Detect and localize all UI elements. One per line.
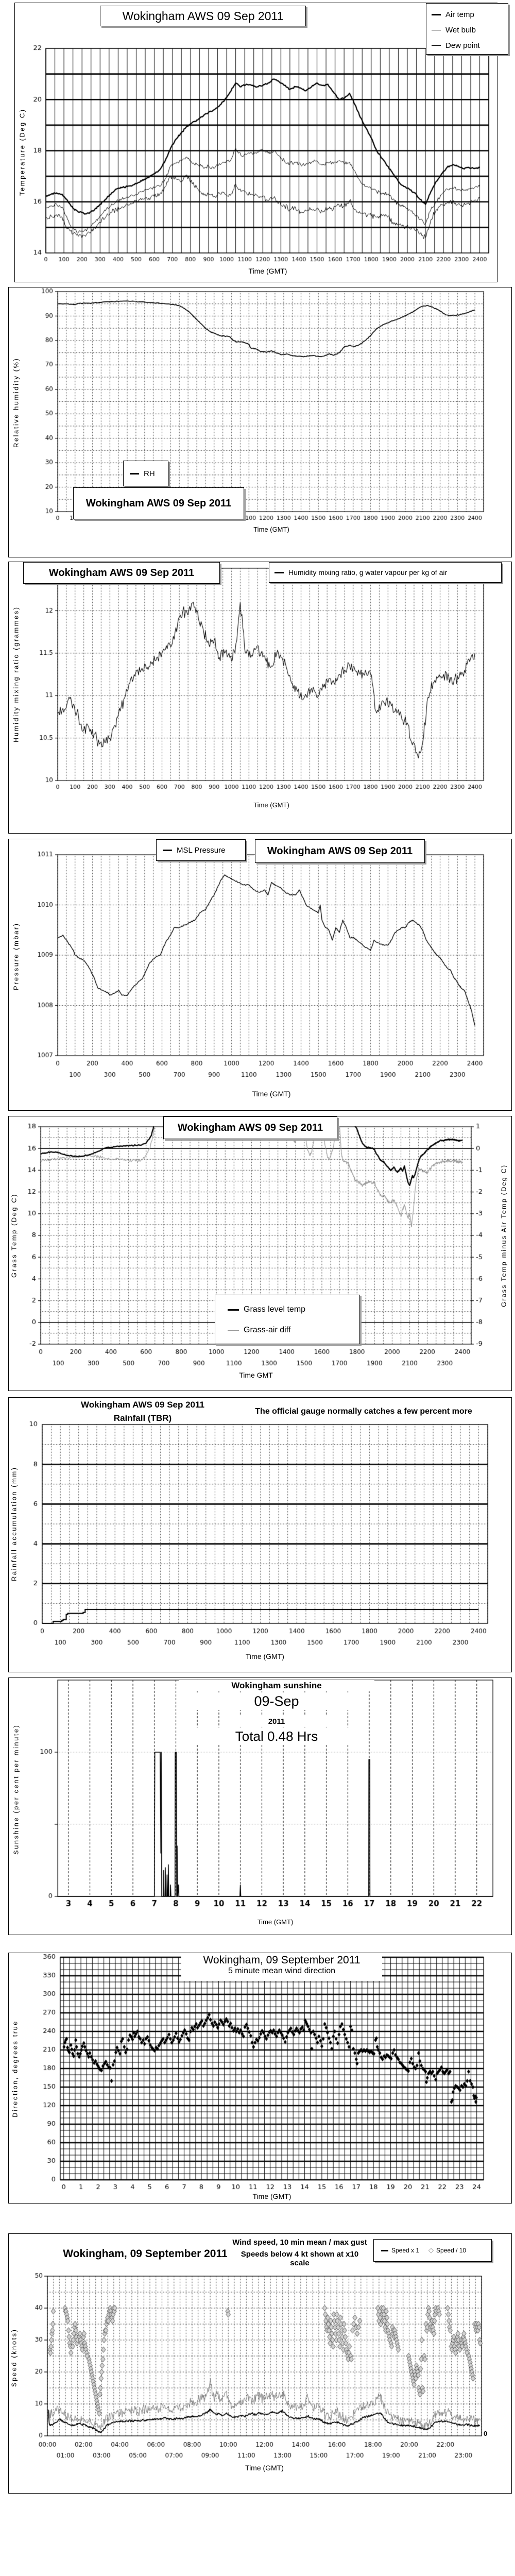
dew-point-line-icon [432, 45, 441, 46]
mixing-ratio-y-axis-label: Humidity mixing ratio (grammes) [12, 606, 20, 743]
legend-air-temp: Air temp [445, 10, 474, 19]
wind-direction-chart-canvas [9, 1953, 511, 2203]
humidity-y-axis-label: Relative humidity (%) [12, 357, 20, 448]
panel-wind-direction [8, 1953, 512, 2204]
legend-rh: RH [144, 469, 155, 478]
panel-temperature [14, 3, 497, 282]
sunshine-x-axis-label: Time (GMT) [257, 1918, 294, 1926]
rh-line-icon [130, 473, 139, 474]
panel-sunshine [8, 1677, 512, 1935]
temperature-x-axis-label: Time (GMT) [248, 267, 287, 275]
panel-rainfall [8, 1397, 512, 1672]
panel-wind-speed [8, 2233, 512, 2494]
grass-air-diff-line-icon [228, 1330, 239, 1331]
sunshine-date: 09-Sep [194, 1692, 359, 1710]
humidity-x-axis-label: Time (GMT) [253, 526, 289, 533]
wind-speed-chart-canvas [9, 2234, 511, 2493]
wind-speed-legend [373, 2239, 492, 2262]
mixing-ratio-x-axis-label: Time (GMT) [253, 801, 289, 809]
legend-mixing-ratio: Humidity mixing ratio, g water vapour per kg of air [288, 568, 448, 577]
legend-wet-bulb: Wet bulb [445, 25, 476, 35]
wind-speed-x-axis-label: Time (GMT) [245, 2464, 284, 2472]
wind-direction-subtitle: 5 minute mean wind direction [228, 1967, 336, 1975]
humidity-title: Wokingham AWS 09 Sep 2011 [73, 487, 244, 519]
wind-direction-title-block [181, 1953, 382, 1981]
panel-mixing-ratio [8, 562, 512, 834]
speed-div10-diamond-icon: ◇ [428, 2246, 434, 2254]
rainfall-title: Wokingham AWS 09 Sep 2011 [81, 1400, 204, 1410]
wind-direction-title: Wokingham, 09 September 2011 [203, 1954, 360, 1966]
rainfall-x-axis-label: Time (GMT) [246, 1652, 284, 1660]
panel-humidity [8, 287, 512, 557]
legend-dew-point: Dew point [445, 41, 480, 50]
wind-speed-subtitle-block [230, 2238, 369, 2267]
sunshine-total: Total 0.48 Hrs [194, 1727, 359, 1745]
grass-temp-chart-canvas [9, 1116, 511, 1391]
rainfall-y-axis-label: Rainfall accumulation (mm) [10, 1466, 18, 1582]
sunshine-y-axis-label: Sunshine (per cent per minute) [12, 1724, 20, 1855]
legend-pressure: MSL Pressure [177, 845, 226, 855]
rainfall-chart-canvas [9, 1398, 511, 1672]
mixing-ratio-line-icon [274, 572, 284, 573]
grass-level-temp-line-icon [228, 1309, 239, 1311]
wind-speed-subtitle-1: Wind speed, 10 min mean / max gust [232, 2238, 367, 2247]
mixing-ratio-legend [269, 562, 502, 583]
speed-x1-line-icon [381, 2250, 388, 2251]
grass-temp-right-axis-label: Grass Temp minus Air Temp (Deg C) [500, 1164, 508, 1307]
panel-pressure [8, 839, 512, 1111]
legend-speed-div10: Speed / 10 [436, 2247, 467, 2254]
pressure-title: Wokingham AWS 09 Sep 2011 [255, 839, 425, 863]
wind-speed-right-zero: 0 [484, 2430, 488, 2437]
grass-temp-legend [215, 1295, 360, 1344]
legend-speed-x1: Speed x 1 [391, 2247, 420, 2254]
pressure-legend [156, 839, 246, 861]
rainfall-subtitle: Rainfall (TBR) [113, 1413, 172, 1423]
temperature-legend [426, 3, 508, 55]
wind-speed-title: Wokingham, 09 September 2011 [63, 2248, 228, 2260]
grass-temp-title: Wokingham AWS 09 Sep 2011 [163, 1116, 337, 1139]
mixing-ratio-title: Wokingham AWS 09 Sep 2011 [23, 562, 220, 584]
pressure-x-axis-label: Time (GMT) [252, 1090, 291, 1098]
air-temp-line-icon [432, 14, 441, 15]
panel-grass-temp [8, 1116, 512, 1391]
mixing-ratio-chart-canvas [9, 562, 511, 833]
grass-temp-left-axis-label: Grass Temp (Deg C) [10, 1193, 18, 1278]
sunshine-title: Wokingham sunshine [179, 1680, 374, 1691]
wind-speed-subtitle-2: Speeds below 4 kt shown at x10 scale [241, 2250, 359, 2267]
temperature-chart-canvas [15, 3, 497, 282]
wind-direction-x-axis-label: Time (GMT) [252, 2192, 291, 2200]
temperature-y-axis-label: Temperature (Deg C) [18, 108, 26, 196]
pressure-chart-canvas [9, 839, 511, 1110]
pressure-line-icon [163, 850, 172, 851]
temperature-title: Wokingham AWS 09 Sep 2011 [100, 6, 306, 26]
wind-direction-y-axis-label: Direction, degrees true [11, 2020, 19, 2117]
wind-speed-y-axis-label: Speed (knots) [10, 2328, 18, 2387]
legend-grass-air-diff: Grass-air diff [244, 1326, 291, 1334]
pressure-y-axis-label: Pressure (mbar) [12, 922, 20, 991]
rainfall-note: The official gauge normally catches a few percent more [255, 1407, 472, 1416]
sunshine-year: 2011 [225, 1716, 328, 1726]
legend-grass-level-temp: Grass level temp [244, 1305, 306, 1314]
humidity-legend [123, 461, 168, 486]
grass-temp-x-axis-label: Time GMT [239, 1371, 273, 1379]
